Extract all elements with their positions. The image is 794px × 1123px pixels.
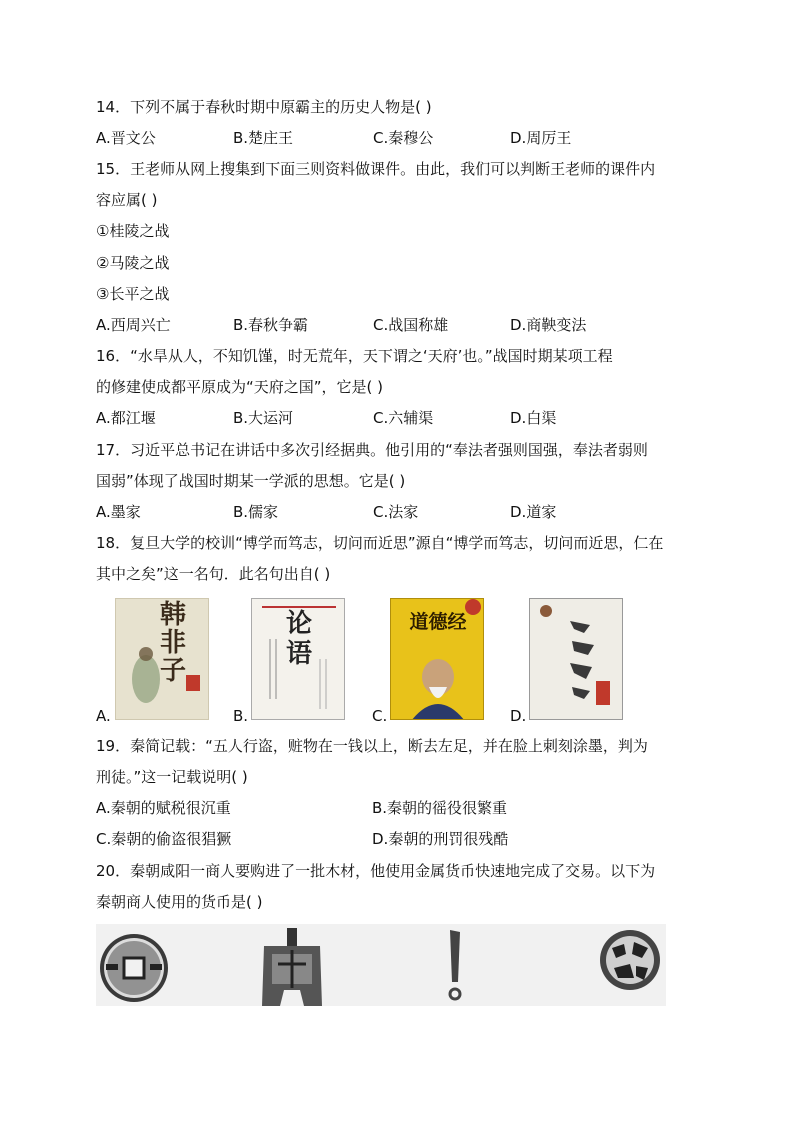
book-cover-lunyu [251,598,345,720]
q15-item-1: ①桂陵之战 [96,222,170,240]
q15-stem-line1: 15．王老师从网上搜集到下面三则资料做课件。由此，我们可以判断王老师的课件内 [96,160,656,178]
q20-stem-line1: 20．秦朝咸阳一商人要购进了一批木材，他使用金属货币快速地完成了交易。以下为 [96,862,656,880]
q15-option-d: D.商鞅变法 [510,316,587,334]
q16-option-a: A.都江堰 [96,409,156,427]
q17-option-d: D.道家 [510,503,557,521]
q16-option-b: B.大运河 [233,409,294,427]
q19-stem-line1: 19．秦简记载：“五人行盗，赃物在一钱以上，断去左足，并在脸上刺刻涂墨，判为 [96,737,648,755]
knife-coin-icon [450,930,460,999]
cover-b-title: 论语 [285,609,312,669]
cover-c-art [391,599,484,720]
q14-option-b: B.楚庄王 [233,129,294,147]
banliang-coin-icon [100,934,168,1002]
q20-stem-line2: 秦朝商人使用的货币是( ) [96,893,263,911]
q17-stem-line2: 国弱”体现了战国时期某一学派的思想。它是( ) [96,472,406,490]
book-cover-d [529,598,623,720]
q18-label-b: B. [233,707,249,725]
round-coin-icon [600,930,660,990]
q16-option-d: D.白渠 [510,409,557,427]
q16-stem-line1: 16．“水旱从人，不知饥馑，时无荒年，天下谓之‘天府’也。”战国时期某项工程 [96,347,613,365]
q19-option-d: D.秦朝的刑罚很残酷 [372,830,509,848]
currency-images [96,924,666,1006]
book-cover-hanfeizi [115,598,209,720]
q14-stem: 14．下列不属于春秋时期中原霸主的历史人物是( ) [96,98,432,116]
q19-stem-line2: 刑徒。”这一记载说明( ) [96,768,248,786]
q15-item-3: ③长平之战 [96,285,170,303]
book-cover-daodejing [390,598,484,720]
spade-coin-icon [262,928,322,1006]
coins-art [96,924,666,1006]
q18-label-a: A. [96,707,111,725]
q18-stem-line2: 其中之矣”这一名句．此名句出自( ) [96,565,331,583]
q17-option-c: C.法家 [373,503,419,521]
q18-label-c: C. [372,707,388,725]
q19-option-b: B.秦朝的徭役很繁重 [372,799,508,817]
q17-stem-line1: 17．习近平总书记在讲话中多次引经据典。他引用的“奉法者强则国强，奉法者弱则 [96,441,648,459]
q16-stem-line2: 的修建使成都平原成为“天府之国”，它是( ) [96,378,384,396]
q17-option-a: A.墨家 [96,503,141,521]
q14-option-c: C.秦穆公 [373,129,434,147]
q15-item-2: ②马陵之战 [96,254,170,272]
cover-a-art [116,599,209,720]
q14-option-a: A.晋文公 [96,129,156,147]
q18-stem-line1: 18．复旦大学的校训“博学而笃志，切问而近思”源自“博学而笃志，切问而近思，仁在 [96,534,664,552]
q15-option-b: B.春秋争霸 [233,316,309,334]
cover-a-title: 韩非子 [160,600,187,686]
q15-stem-line2: 容应属( ) [96,191,158,209]
q16-option-c: C.六辅渠 [373,409,434,427]
q18-label-d: D. [510,707,527,725]
q15-option-a: A.西周兴亡 [96,316,171,334]
cover-d-art [530,599,623,720]
cover-c-title: 道德经 [409,611,467,633]
q17-option-b: B.儒家 [233,503,279,521]
q15-option-c: C.战国称雄 [373,316,449,334]
q19-option-a: A.秦朝的赋税很沉重 [96,799,231,817]
q14-option-d: D.周厉王 [510,129,572,147]
q19-option-c: C.秦朝的偷盗很猖獗 [96,830,232,848]
